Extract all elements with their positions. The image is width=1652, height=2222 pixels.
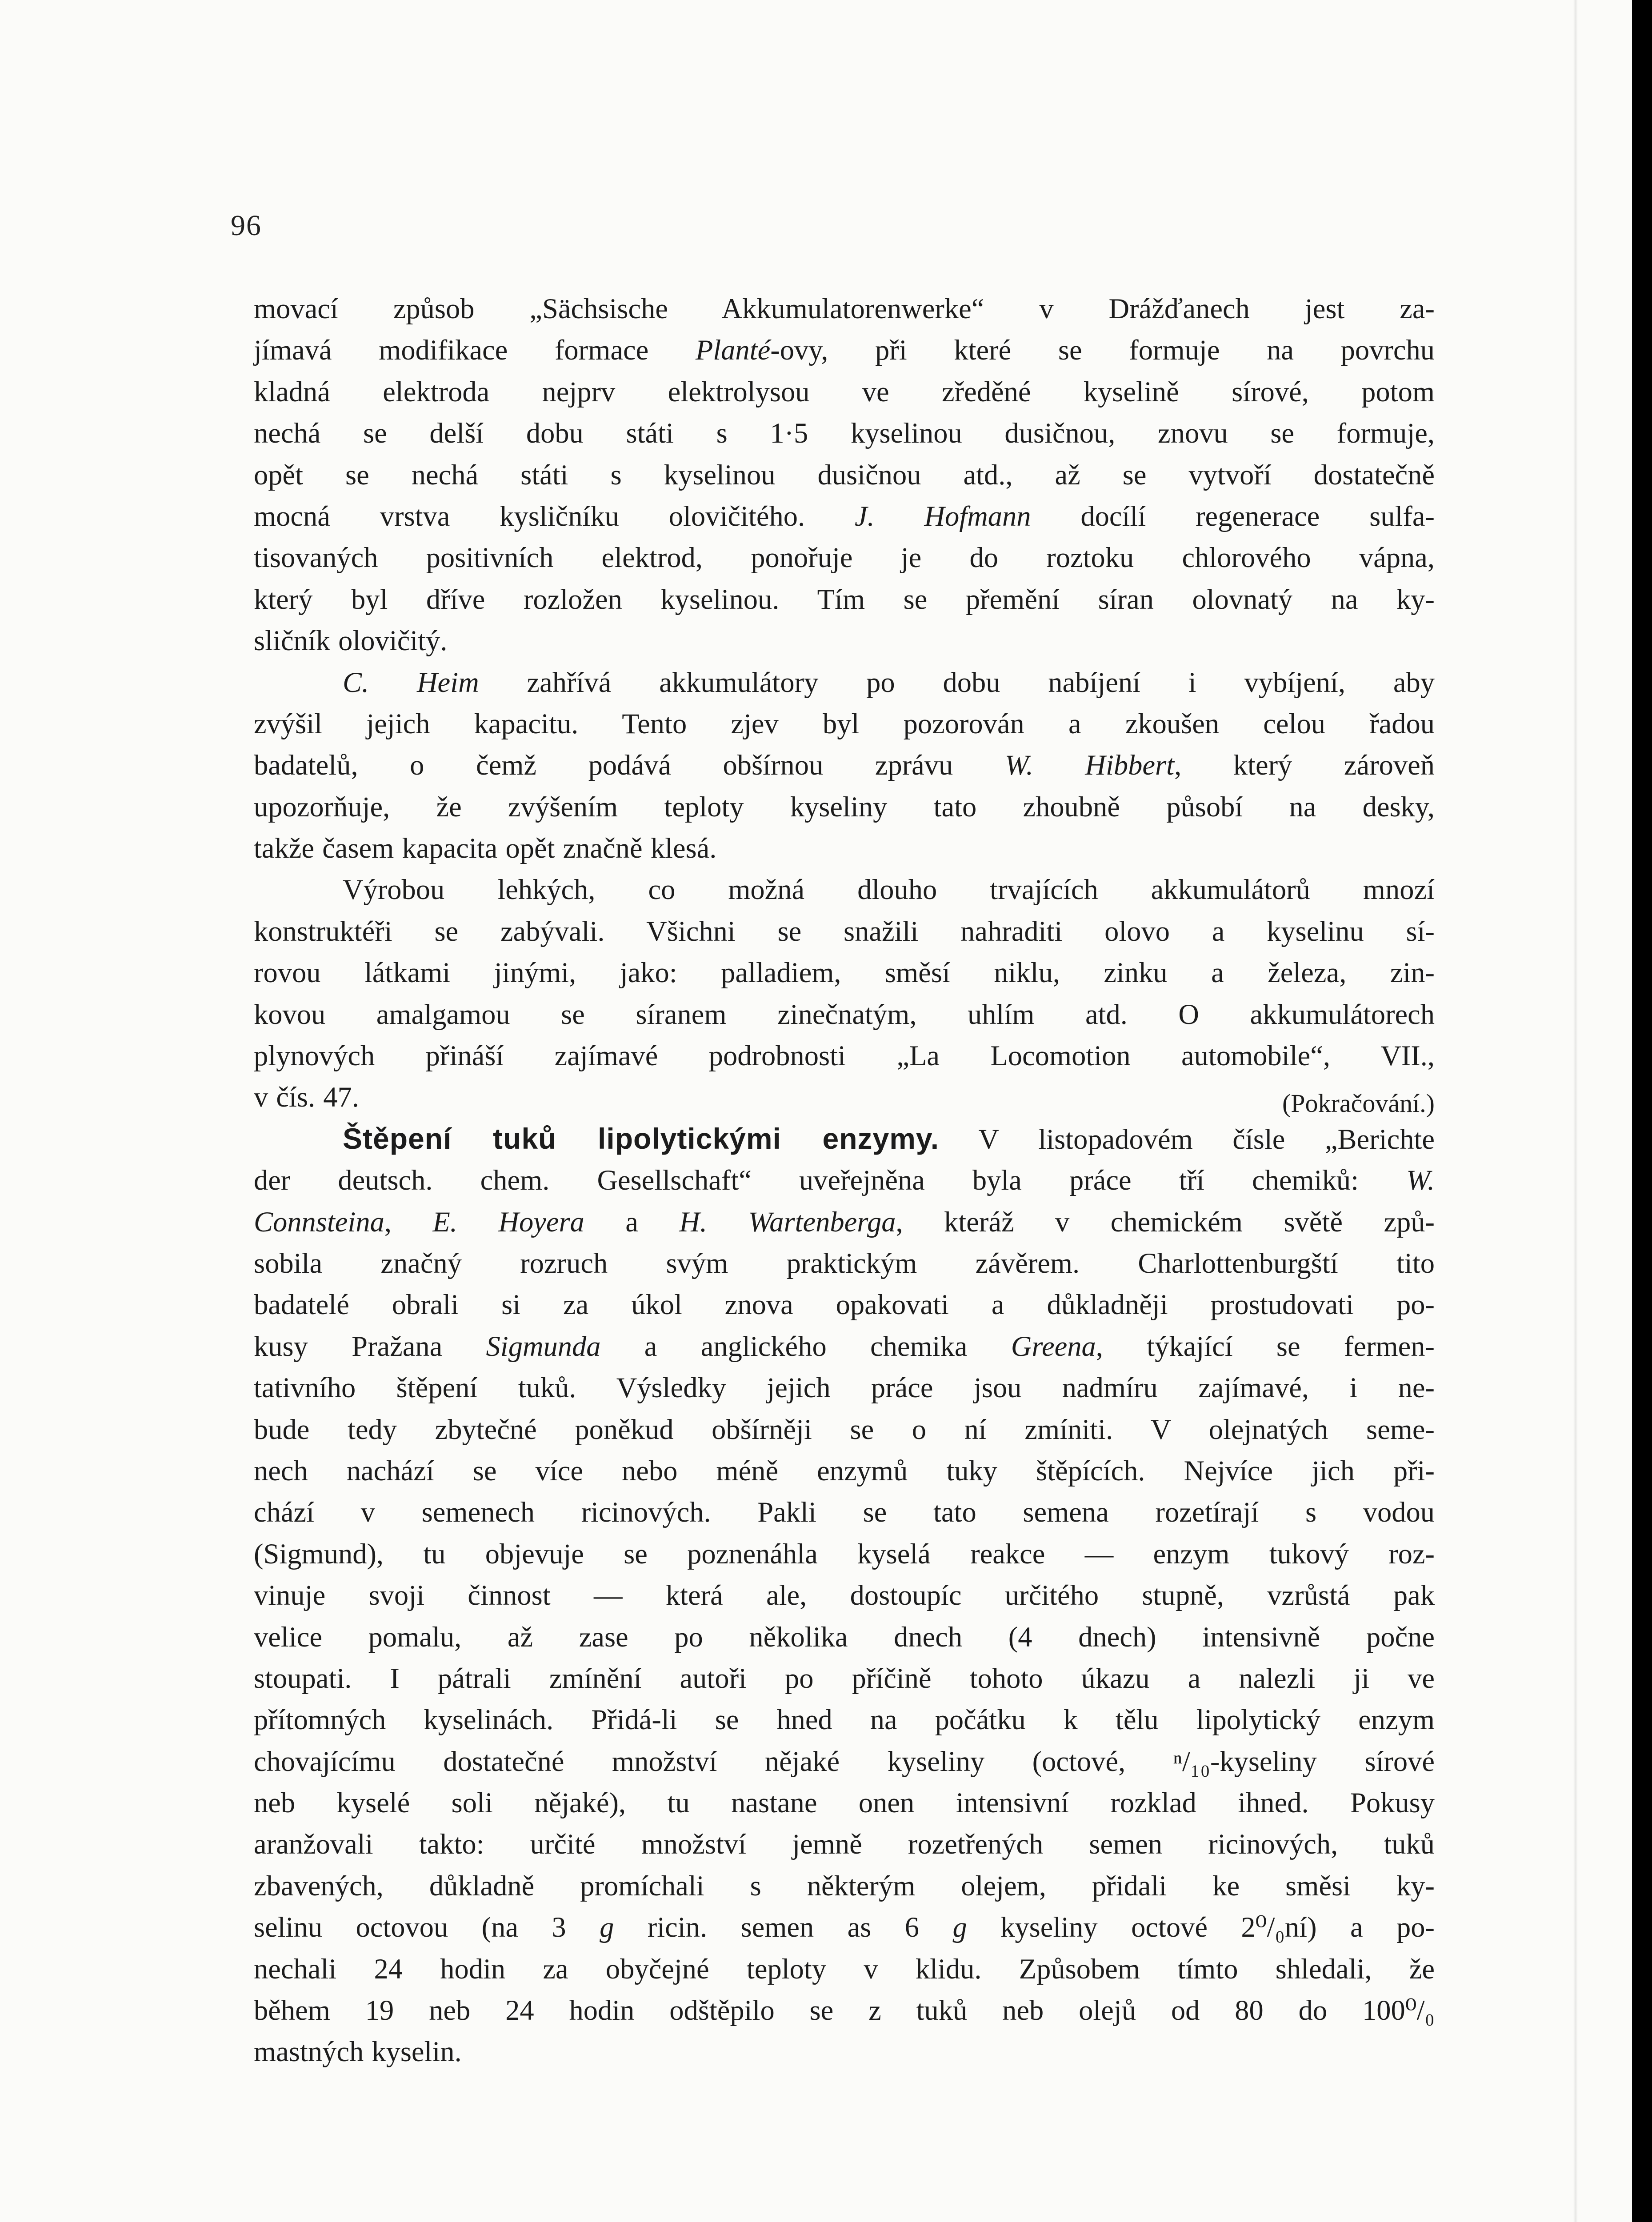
- text-segment: konstruktéři se zabývali. Všichni se snažili nahraditi olovo a kyselinu sí-: [254, 915, 1435, 947]
- text-segment: tisovaných positivních elektrod, ponořuje je do roztoku chlorového vápna,: [254, 542, 1435, 574]
- text-line: [254, 454, 1435, 496]
- paragraph-4: [254, 1118, 1435, 2073]
- text-segment: zvýšil jejich kapacitu. Tento zjev byl pozorován a zkoušen celou řadou: [254, 707, 1435, 739]
- text-segment: chází v semenech ricinových. Pakli se tato semena rozetírají s vodou: [254, 1496, 1435, 1528]
- text-line: [254, 537, 1435, 578]
- text-segment: kusy Pražana: [254, 1330, 486, 1362]
- text-segment: ricin. semen as 6: [614, 1911, 953, 1943]
- italic-name: Planté: [695, 334, 771, 366]
- text-segment: takže časem kapacita opět značně klesá.: [254, 832, 717, 864]
- text-line: [254, 579, 1435, 620]
- text-line: [254, 2031, 1435, 2072]
- italic-name: Greena: [1011, 1330, 1096, 1362]
- text-line: [254, 1782, 1435, 1823]
- text-line: [254, 1491, 1435, 1533]
- text-line: [254, 786, 1435, 827]
- text-line: [254, 952, 1435, 993]
- text-line: [254, 1367, 1435, 1408]
- italic-name: W.: [1406, 1164, 1435, 1196]
- text-line: [254, 412, 1435, 454]
- text-segment: vinuje svoji činnost — která ale, dostoupíc určitého stupně, vzrůstá pak: [254, 1579, 1435, 1611]
- text-segment: chovajícímu dostatečné množství nějaké kyseliny (octové, ⁿ/₁₀-kyseliny sírové: [254, 1745, 1435, 1777]
- text-line: [254, 371, 1435, 412]
- text-line: [254, 1533, 1435, 1575]
- text-segment: v čís. 47.: [254, 1081, 359, 1113]
- text-segment: jímavá modifikace formace: [254, 334, 696, 366]
- text-segment: nech nachází se více nebo méně enzymů tuky štěpících. Nejvíce jich při-: [254, 1455, 1435, 1487]
- text-segment: přítomných kyselinách. Přidá-li se hned na počátku k tělu lipolytický enzym: [254, 1704, 1435, 1736]
- text-line: [254, 288, 1435, 329]
- text-segment: der deutsch. chem. Gesellschaft“ uveřejněna byla práce tří chemiků:: [254, 1164, 1407, 1196]
- text-segment: sobila značný rozruch svým praktickým závěrem. Charlottenburgští tito: [254, 1247, 1435, 1279]
- text-segment: (Sigmund), tu objevuje se poznenáhla kyselá reakce — enzym tukový roz-: [254, 1538, 1435, 1570]
- text-line: [254, 1699, 1435, 1740]
- text-line: [254, 1990, 1435, 2031]
- text-line: [254, 620, 1435, 661]
- text-line: [254, 329, 1435, 371]
- text-segment: badatelů, o čemž podává obšírnou zprávu: [254, 749, 1005, 781]
- text-segment: rovou látkami jinými, jako: palladiem, směsí niklu, zinku a železa, zin-: [254, 957, 1435, 989]
- page-edge-shadow: [1573, 0, 1578, 2222]
- text-segment: selinu octovou (na 3: [254, 1911, 600, 1943]
- text-segment: neb kyselé soli nějaké), tu nastane onen intensivní rozklad ihned. Pokusy: [254, 1787, 1435, 1819]
- page-number: 96: [231, 209, 262, 242]
- text-line: [254, 1326, 1435, 1367]
- paragraph-3: [254, 869, 1435, 1118]
- text-line: [254, 496, 1435, 537]
- text-segment: , který zároveň: [1174, 749, 1435, 781]
- text-line: [254, 1906, 1435, 1948]
- text-segment: -ovy, při které se formuje na povrchu: [770, 334, 1435, 366]
- text-segment: mastných kyselin.: [254, 2036, 462, 2068]
- text-line: [254, 1450, 1435, 1491]
- text-segment: stoupati. I pátrali zmínění autoři po příčině tohoto úkazu a nalezli ji ve: [254, 1662, 1435, 1694]
- text-segment: kladná elektroda nejprv elektrolysou ve zředěné kyselině sírové, potom: [254, 376, 1435, 408]
- text-line: [254, 1948, 1435, 1990]
- article-text: [254, 288, 1435, 2073]
- text-line: [254, 869, 1435, 910]
- text-segment: kovou amalgamou se síranem zinečnatým, uhlím atd. O akkumulátorech: [254, 998, 1435, 1030]
- text-line: [254, 744, 1435, 786]
- text-segment: nechali 24 hodin za obyčejné teploty v klidu. Způsobem tímto shledali, že: [254, 1953, 1435, 1985]
- text-line: [254, 994, 1435, 1035]
- text-segment: tativního štěpení tuků. Výsledky jejich práce jsou nadmíru zajímavé, i ne-: [254, 1372, 1435, 1404]
- text-segment: který byl dříve rozložen kyselinou. Tím se přemění síran olovnatý na ky-: [254, 583, 1435, 615]
- text-segment: , kteráž v chemickém světě způ-: [896, 1206, 1435, 1238]
- italic-name: g: [600, 1911, 614, 1943]
- text-segment: kyseliny octové 2⁰/₀ní) a po-: [967, 1911, 1435, 1943]
- text-segment: sličník olovičitý.: [254, 625, 448, 657]
- continuation-note: (Pokračování.): [1282, 1089, 1435, 1118]
- text-segment: V listopadovém čísle „Berichte: [939, 1123, 1435, 1155]
- italic-name: C. Heim: [343, 666, 479, 698]
- text-line: [254, 1284, 1435, 1325]
- text-line: [254, 1035, 1435, 1076]
- italic-name: Sigmunda: [486, 1330, 601, 1362]
- text-segment: aranžovali takto: určité množství jemně rozetřených semen ricinových, tuků: [254, 1828, 1435, 1860]
- text-segment: opět se nechá státi s kyselinou dusičnou atd., až se vytvoří dostatečně: [254, 459, 1435, 491]
- text-segment: ,: [384, 1206, 433, 1238]
- text-line: [254, 662, 1435, 703]
- text-line: [254, 1616, 1435, 1658]
- text-line: [254, 827, 1435, 869]
- italic-name: g: [952, 1911, 967, 1943]
- italic-name: E. Hoyera: [432, 1206, 584, 1238]
- text-line: [254, 1159, 1435, 1201]
- text-line: [254, 1658, 1435, 1699]
- text-line: [254, 1575, 1435, 1616]
- text-segment: během 19 neb 24 hodin odštěpilo se z tuků neb olejů od 80 do 100⁰/₀: [254, 1994, 1435, 2026]
- text-segment: mocná vrstva kysličníku olovičitého.: [254, 500, 855, 532]
- paragraph-1: [254, 288, 1435, 662]
- italic-name: W. Hibbert: [1004, 749, 1175, 781]
- text-segment: bude tedy zbytečné poněkud obšírněji se o ní zmíniti. V olejnatých seme-: [254, 1413, 1435, 1445]
- italic-name: H. Wartenberga: [679, 1206, 896, 1238]
- text-line: [254, 1201, 1435, 1243]
- text-line: [254, 1243, 1435, 1284]
- text-segment: docílí regenerace sulfa-: [1031, 500, 1435, 532]
- text-segment: movací způsob „Sächsische Akkumulatorenwerke“ v Drážďanech jest za-: [254, 293, 1435, 324]
- text-segment: a anglického chemika: [600, 1330, 1011, 1362]
- section-heading-line: [254, 1118, 1435, 1159]
- paragraph-2: [254, 662, 1435, 869]
- section-heading: Štěpení tuků lipolytickými enzymy.: [343, 1122, 940, 1155]
- text-segment: upozorňuje, že zvýšením teploty kyseliny tato zhoubně působí na desky,: [254, 791, 1435, 823]
- text-line: [254, 1823, 1435, 1865]
- text-segment: zbavených, důkladně promíchali s některým olejem, přidali ke směsi ky-: [254, 1870, 1435, 1902]
- text-line: [254, 1741, 1435, 1782]
- text-segment: , týkající se fermen-: [1096, 1330, 1435, 1362]
- text-segment: plynových přináší zajímavé podrobnosti „La Locomotion automobile“, VII.,: [254, 1040, 1435, 1072]
- text-line: [254, 1076, 1435, 1118]
- italic-name: J. Hofmann: [854, 500, 1031, 532]
- italic-name: Connsteina: [254, 1206, 384, 1238]
- text-line: [254, 1865, 1435, 1906]
- text-segment: a: [584, 1206, 680, 1238]
- text-segment: Výrobou lehkých, co možná dlouho trvajících akkumulátorů mnozí: [343, 874, 1435, 906]
- text-line: [254, 703, 1435, 744]
- text-segment: zahřívá akkumulátory po dobu nabíjení i vybíjení, aby: [479, 666, 1435, 698]
- text-segment: nechá se delší dobu státi s 1·5 kyselinou dusičnou, znovu se formuje,: [254, 417, 1435, 449]
- text-line: [254, 911, 1435, 952]
- text-line: [254, 1409, 1435, 1450]
- text-segment: badatelé obrali si za úkol znova opakovati a důkladněji prostudovati po-: [254, 1289, 1435, 1321]
- text-segment: velice pomalu, až zase po několika dnech (4 dnech) intensivně počne: [254, 1621, 1435, 1653]
